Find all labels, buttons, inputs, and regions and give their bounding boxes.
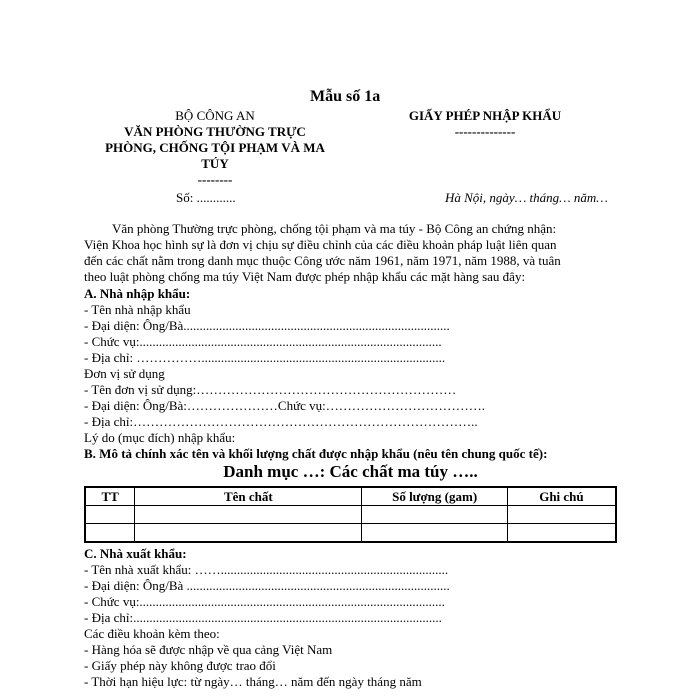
- section-a-line: - Đại diện: Ông/Bà:…………………Chức vụ:……………………………….: [84, 398, 485, 413]
- section-a-line: - Tên nhà nhập khẩu: [84, 302, 191, 317]
- permit-title: GIẤY PHÉP NHẬP KHẨU: [408, 108, 562, 123]
- place-date: Hà Nội, ngày… tháng… năm…: [445, 190, 608, 205]
- section-a-line: Đơn vị sử dụng: [84, 366, 165, 381]
- table-header-row: [85, 487, 616, 506]
- column-header: Số lượng (gam): [362, 487, 507, 506]
- section-a-line: Lý do (mục đích) nhập khẩu:: [84, 430, 236, 445]
- issuer-divider: --------: [197, 172, 233, 187]
- issuer-office-line3: TÚY: [201, 156, 229, 171]
- issuer-ministry: BỘ CÔNG AN: [175, 108, 255, 123]
- section-c-heading: C. Nhà xuất khẩu:: [84, 546, 187, 561]
- table-cell: [135, 524, 362, 543]
- section-c-line: - Giấy phép này không được trao đổi: [84, 658, 276, 673]
- column-header: Ghi chú: [507, 487, 616, 506]
- intro-line: theo luật phòng chống ma túy Việt Nam được phép nhập khẩu các mặt hàng sau đây:: [84, 269, 526, 284]
- table-cell: [507, 506, 616, 524]
- table-cell: [362, 524, 507, 543]
- intro-line: Viện Khoa học hình sự là đơn vị chịu sự điều chỉnh của các điều khoản pháp luật liên quan: [84, 237, 557, 252]
- section-c-line: - Thời hạn hiệu lực: từ ngày… tháng… năm đến ngày tháng năm: [84, 674, 422, 689]
- section-a-heading: A. Nhà nhập khẩu:: [84, 286, 191, 301]
- section-c-line: - Địa chỉ:...............................................................................................: [84, 610, 442, 625]
- form-number: Mẫu số 1a: [310, 88, 381, 105]
- table-cell: [362, 506, 507, 524]
- issuer-office-line2: PHÒNG, CHỐNG TỘI PHẠM VÀ MA: [105, 140, 325, 155]
- section-a-line: - Tên đơn vị sử dụng:……………………………………………………: [84, 382, 457, 397]
- table-row: [85, 506, 616, 524]
- list-title: Danh mục …: Các chất ma túy …..: [223, 462, 478, 481]
- section-c-line: - Đại diện: Ông/Bà .................................................................................: [84, 578, 450, 593]
- intro-line: Văn phòng Thường trực phòng, chống tội phạm và ma túy - Bộ Công an chứng nhận:: [112, 221, 557, 236]
- table-cell: [135, 506, 362, 524]
- section-a-line: - Địa chỉ:……………………………………………………………………..: [84, 414, 478, 429]
- section-c-line: - Chức vụ:..............................................................................................: [84, 594, 445, 609]
- table-cell: [85, 506, 135, 524]
- intro-line: đến các chất nằm trong danh mục thuộc Công ước năm 1961, năm 1971, năm 1988, và tuân: [84, 253, 561, 268]
- section-c-line: Các điều khoản kèm theo:: [84, 626, 220, 641]
- section-a-line: - Địa chỉ: ……………...........................................................................: [84, 350, 446, 365]
- column-header: TT: [85, 487, 135, 506]
- table-cell: [507, 524, 616, 543]
- section-b-heading: B. Mô tả chính xác tên và khối lượng chất được nhập khẩu (nêu tên chung quốc tế):: [84, 446, 548, 461]
- section-a-line: - Chức vụ:.............................................................................................: [84, 334, 442, 349]
- table-cell: [85, 524, 135, 543]
- section-a-line: - Đại diện: Ông/Bà..................................................................................: [84, 318, 450, 333]
- section-c-line: - Hàng hóa sẽ được nhập về qua cảng Việt Nam: [84, 642, 333, 657]
- issuer-office-line1: VĂN PHÒNG THƯỜNG TRỰC: [124, 124, 306, 139]
- substance-table: [84, 486, 617, 543]
- column-header: Tên chất: [135, 487, 362, 506]
- section-c-line: - Tên nhà xuất khẩu: ……......................................................................: [84, 562, 449, 577]
- document-number: Số: ............: [176, 190, 236, 205]
- table-row: [85, 524, 616, 543]
- permit-divider: --------------: [454, 124, 516, 139]
